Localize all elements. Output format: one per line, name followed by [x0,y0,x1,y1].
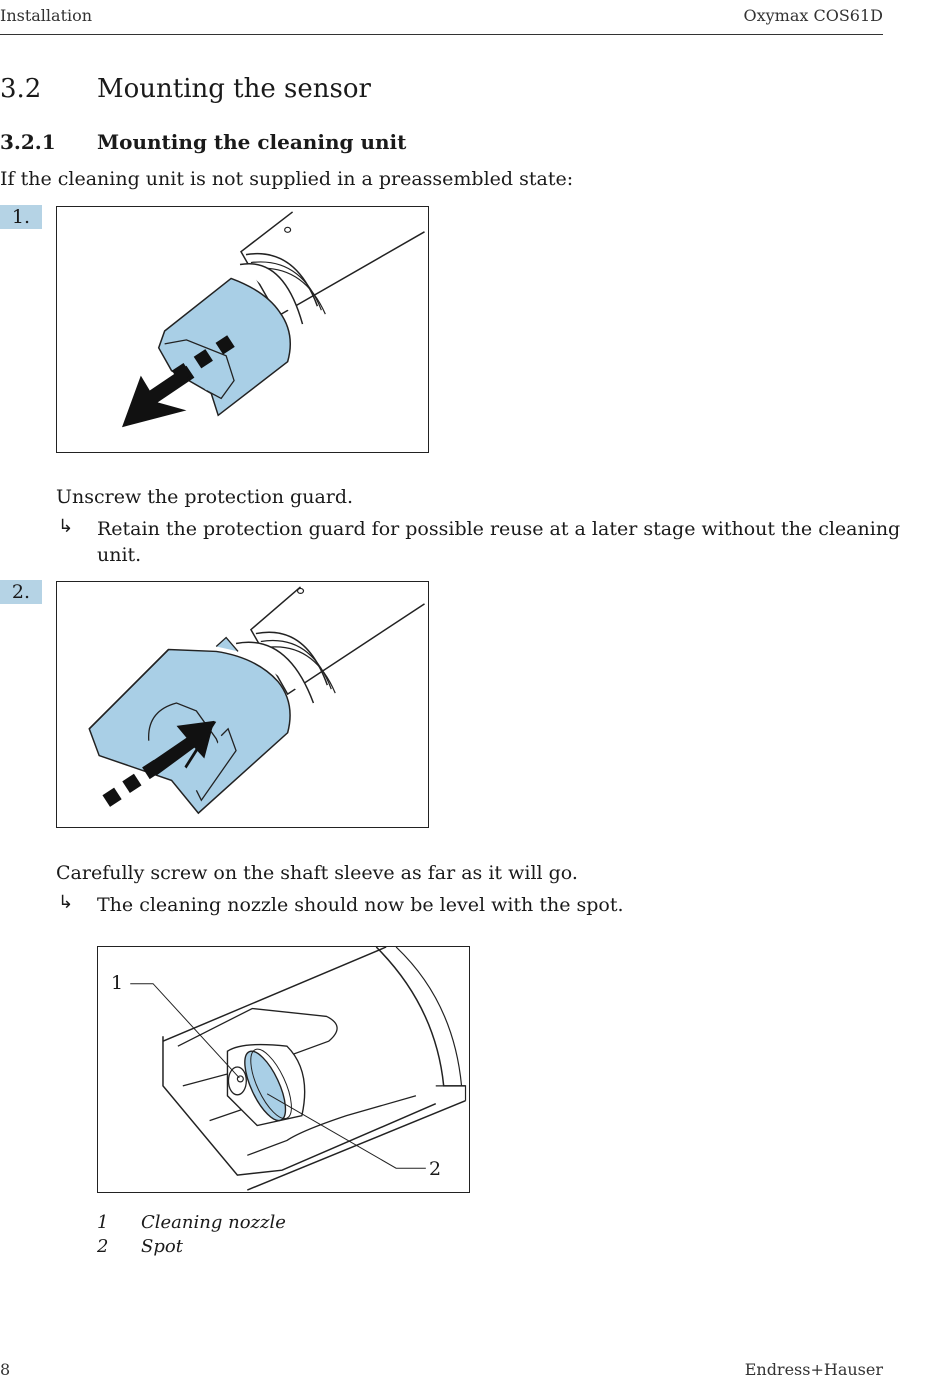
callout-1: 1 [111,972,124,994]
intro-text: If the cleaning unit is not supplied in a preassembled state: [0,168,574,190]
subsection-number: 3.2.1 [0,130,56,154]
nozzle-spot-illustration [98,947,469,1192]
legend-num-1: 1 [97,1212,109,1233]
step-1-instruction: Unscrew the protection guard. [56,486,354,508]
step-2-result-line1: The cleaning nozzle should now be level with the spot. [97,894,624,916]
header-section: Installation [0,6,93,25]
figure-nozzle-spot [97,946,470,1193]
legend-text-1: Cleaning nozzle [141,1212,286,1233]
legend-num-2: 2 [97,1236,109,1257]
section-number: 3.2 [0,74,42,104]
figure-screw-sleeve [56,581,429,828]
screw-sleeve-illustration [57,582,428,827]
unscrew-guard-illustration [57,207,428,452]
result-arrow-icon: ↳ [58,516,74,537]
callout-2: 2 [429,1158,442,1180]
figure-unscrew-guard [56,206,429,453]
header-rule [0,34,883,35]
result-arrow-icon: ↳ [58,892,74,913]
legend-text-2: Spot [141,1236,183,1257]
footer-brand: Endress+Hauser [744,1360,883,1379]
subsection-title: Mounting the cleaning unit [97,130,407,154]
step-2-instruction: Carefully screw on the shaft sleeve as far as it will go. [56,862,578,884]
step-1-result-line2: unit. [97,544,142,566]
section-title: Mounting the sensor [97,74,371,104]
page-number: 8 [0,1360,11,1379]
header-product: Oxymax COS61D [743,6,883,25]
step-1-badge: 1. [0,205,42,229]
step-2-badge: 2. [0,580,42,604]
step-1-result-line1: Retain the protection guard for possible reuse at a later stage without the cleaning [97,518,901,540]
